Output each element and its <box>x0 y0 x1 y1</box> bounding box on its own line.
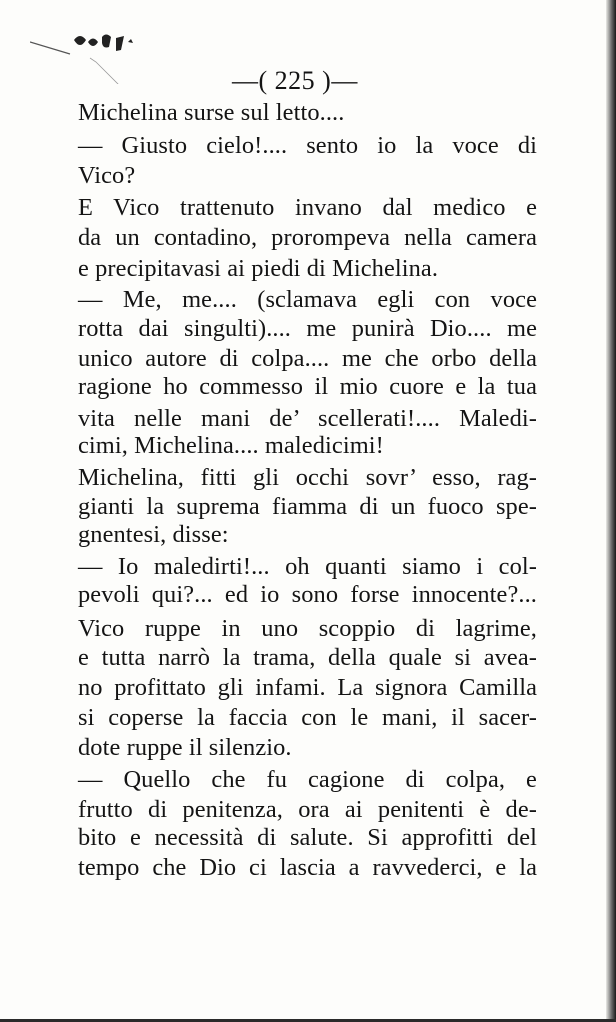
text-line: Vico? <box>78 162 136 189</box>
text-line: — Giusto cielo!.... sento io la voce di <box>78 132 537 159</box>
page-number-header: —( 225 )— <box>232 66 358 95</box>
text-line: gnentesi, disse: <box>78 521 229 548</box>
text-line: no profittato gli infami. La signora Camilla <box>78 674 537 701</box>
text-line: vita nelle mani de’ scellerati!.... Maledi- <box>78 405 537 432</box>
text-line: bito e necessità di salute. Si approfitti del <box>78 824 537 851</box>
text-line: pevoli qui?... ed io sono forse innocente?... <box>78 581 537 608</box>
text-line: — Me, me.... (sclamava egli con voce <box>78 286 537 313</box>
text-line: gianti la suprema fiamma di un fuoco spe- <box>78 493 537 520</box>
text-line: si coperse la faccia con le mani, il sacer- <box>78 704 537 731</box>
text-line: frutto di penitenza, ora ai penitenti è de- <box>78 796 537 823</box>
text-line: dote ruppe il silenzio. <box>78 734 292 761</box>
text-line: rotta dai singulti).... me punirà Dio.... me <box>78 315 537 342</box>
text-line: da un contadino, prorompeva nella camera <box>78 224 537 251</box>
text-line: E Vico trattenuto invano dal medico e <box>78 194 537 221</box>
text-line: Michelina surse sul letto.... <box>78 99 345 126</box>
page-edge-shadow <box>606 0 616 1022</box>
library-stamp-mark <box>30 24 160 84</box>
text-line: tempo che Dio ci lascia a ravvederci, e la <box>78 854 537 881</box>
text-line: — Io maledirti!... oh quanti siamo i col- <box>78 553 537 580</box>
text-line: ragione ho commesso il mio cuore e la tua <box>78 373 537 400</box>
text-line: unico autore di colpa.... me che orbo della <box>78 345 537 372</box>
text-line: — Quello che fu cagione di colpa, e <box>78 766 537 793</box>
text-line: Vico ruppe in uno scoppio di lagrime, <box>78 615 537 642</box>
text-line: cimi, Michelina.... maledicimi! <box>78 432 384 459</box>
text-line: e precipitavasi ai piedi di Michelina. <box>78 255 439 282</box>
text-line: Michelina, fitti gli occhi sovr’ esso, rag- <box>78 464 537 491</box>
text-line: e tutta narrò la trama, della quale si avea- <box>78 644 537 671</box>
